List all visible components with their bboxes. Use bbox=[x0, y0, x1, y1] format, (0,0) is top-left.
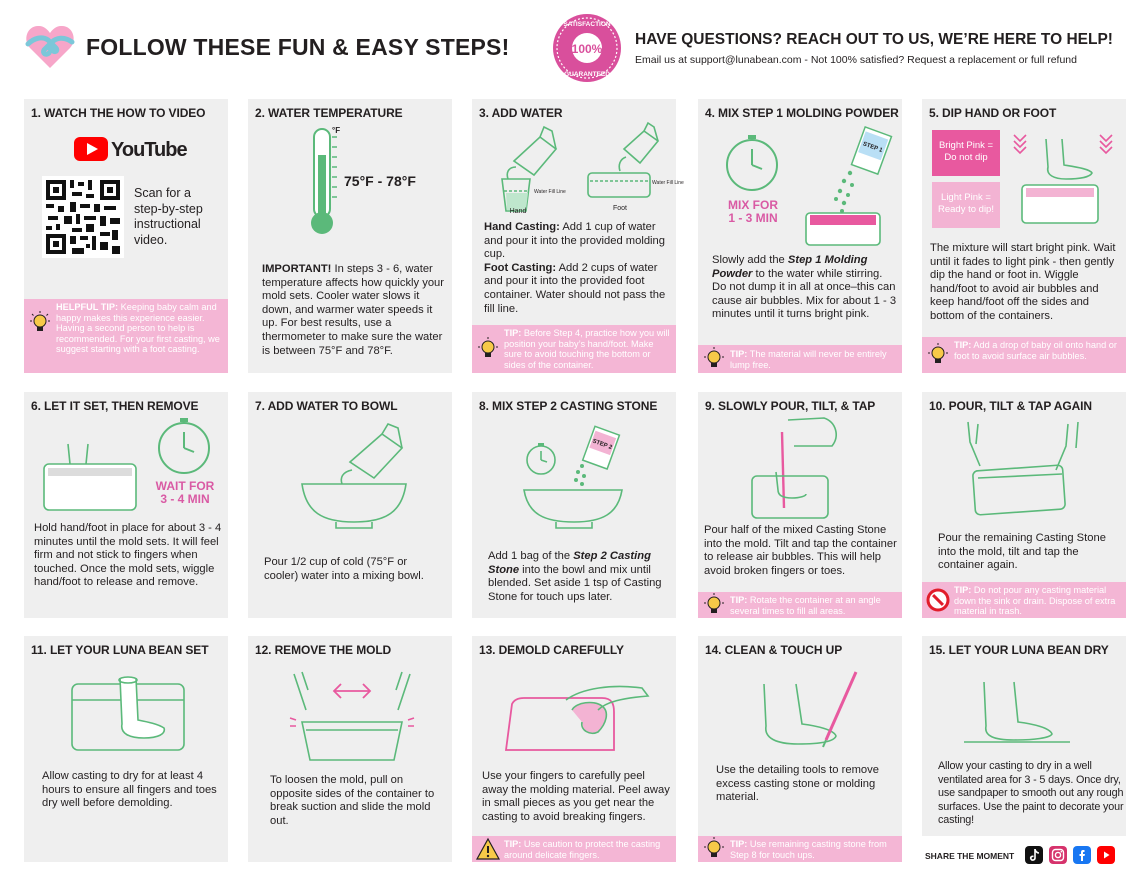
tip-label: TIP: bbox=[504, 839, 522, 849]
tip-text: Do not pour any casting material down the sink or drain. Dispose of extra material in trash. bbox=[954, 585, 1116, 616]
bag-label: STEP 2 bbox=[591, 438, 613, 452]
demold-illustration bbox=[502, 680, 652, 758]
step-tip bbox=[698, 592, 902, 618]
page-title: FOLLOW THESE FUN & EASY STEPS! bbox=[86, 34, 510, 60]
pour-tilt-tap-illustration bbox=[748, 416, 848, 522]
no-sign-icon bbox=[926, 588, 950, 612]
tip-text: Add a drop of baby oil onto hand or foot to avoid surface air bubbles. bbox=[954, 340, 1117, 361]
step-tip bbox=[24, 299, 228, 373]
fill-line-label: Water Fill Line bbox=[652, 180, 684, 186]
tip-label: TIP: bbox=[954, 340, 972, 350]
touch-up-illustration bbox=[754, 668, 864, 758]
text-body: Add 1 cup of water and pour it into the provided molding cup. bbox=[484, 221, 665, 261]
tiktok-icon[interactable] bbox=[1025, 846, 1043, 864]
page-header bbox=[0, 0, 1147, 95]
timer-icon bbox=[154, 416, 214, 476]
qr-caption: Scan for a step-by-step instructional video. bbox=[134, 186, 203, 247]
step-tip bbox=[472, 325, 676, 373]
instagram-icon[interactable] bbox=[1049, 846, 1067, 864]
heart-handshake-icon bbox=[24, 22, 76, 70]
thermometer-unit: °F bbox=[332, 126, 341, 135]
step-title: 7. ADD WATER TO BOWL bbox=[255, 399, 398, 413]
step-card-15 bbox=[922, 636, 1126, 836]
step-text bbox=[262, 263, 448, 358]
step-title: 5. DIP HAND OR FOOT bbox=[929, 106, 1057, 120]
tip-label: TIP: bbox=[730, 595, 748, 605]
step-title: 10. POUR, TILT & TAP AGAIN bbox=[929, 399, 1092, 413]
step-tip bbox=[698, 836, 902, 862]
casting-stone-illustration bbox=[522, 426, 632, 536]
timer-icon bbox=[722, 133, 782, 193]
facebook-icon[interactable] bbox=[1073, 846, 1091, 864]
bright-pink-swatch: Bright Pink = Do not dip bbox=[932, 130, 1000, 176]
text-strong: Hand Casting: bbox=[484, 221, 560, 233]
step-text: Pour 1/2 cup of cold (75°F or cooler) water into a mixing bowl. bbox=[264, 556, 424, 582]
step-tip bbox=[472, 836, 676, 862]
bag-label: STEP 1 bbox=[861, 141, 884, 155]
step-card-7 bbox=[248, 392, 452, 618]
step-title: 3. ADD WATER bbox=[479, 106, 563, 120]
step-card-3 bbox=[472, 99, 684, 373]
mix-time-label bbox=[716, 199, 790, 225]
lightbulb-icon bbox=[926, 343, 950, 367]
foot-label: Foot bbox=[612, 205, 628, 212]
dry-casting-illustration bbox=[962, 678, 1072, 748]
wait-line-2: 3 - 4 MIN bbox=[160, 492, 210, 506]
step-title: 12. REMOVE THE MOLD bbox=[255, 643, 392, 657]
step-text: Use the detailing tools to remove excess casting stone or molding material. bbox=[716, 764, 879, 804]
step-title: 11. LET YOUR LUNA BEAN SET bbox=[31, 643, 209, 657]
tilt-container-illustration bbox=[958, 420, 1088, 524]
youtube-logo-icon bbox=[74, 136, 187, 162]
tip-text: Before Step 4, practice how you will position your baby’s hand/foot. Make sure to avoid touching the bottom or sides of the container. bbox=[504, 328, 670, 370]
text-body: to the water while stirring. Do not dump it in all at once–this can cause air bubbles. Mix for about 1 - 3 minutes until it turns bright pink. bbox=[712, 267, 897, 321]
tip-label: TIP: bbox=[954, 585, 972, 595]
badge-top-text: SATISFACTION bbox=[563, 21, 611, 28]
step-title: 15. LET YOUR LUNA BEAN DRY bbox=[929, 643, 1109, 657]
youtube-icon[interactable] bbox=[1097, 846, 1115, 864]
step-text: Allow your casting to dry in a well ventilated area for 3 - 5 days. Once dry, use sandpaper to smooth out any rough surfaces. Use the paint to decorate your casting! bbox=[938, 760, 1124, 827]
text-strong: Foot Casting: bbox=[484, 261, 557, 274]
badge-bottom-text: GUARANTEED bbox=[564, 71, 610, 78]
step-tip bbox=[698, 345, 902, 373]
step-card-6 bbox=[24, 392, 228, 618]
share-the-moment bbox=[925, 846, 1125, 866]
step-title: 9. SLOWLY POUR, TILT, & TAP bbox=[705, 399, 876, 413]
qr-code-icon bbox=[42, 176, 124, 258]
tip-text: The material will never be entirely lump free. bbox=[730, 349, 887, 370]
step-card-12 bbox=[248, 636, 452, 862]
tip-label: TIP: bbox=[730, 349, 748, 359]
text-emphasis: Step 1 Molding Powder bbox=[712, 254, 868, 280]
molding-powder-illustration bbox=[802, 125, 898, 249]
badge-center-text: 100% bbox=[571, 42, 603, 56]
tip-text: Rotate the container at an angle several times to fill all areas. bbox=[730, 595, 881, 616]
satisfaction-guarantee-badge bbox=[551, 12, 623, 84]
step-text: Use your fingers to carefully peel away the molding material. Peel away in small pieces as you get near the casting to avoid breaking fingers. bbox=[482, 770, 670, 823]
step-title: 8. MIX STEP 2 CASTING STONE bbox=[479, 399, 658, 413]
step-text: To loosen the mold, pull on opposite sides of the container to break suction and slide the mold out. bbox=[270, 774, 435, 827]
step-card-13 bbox=[472, 636, 676, 862]
contact-title: HAVE QUESTIONS? REACH OUT TO US, WE’RE HERE TO HELP! bbox=[635, 31, 1113, 48]
tip-label: TIP: bbox=[730, 839, 748, 849]
text-strong: IMPORTANT! bbox=[262, 263, 332, 275]
step-card-14 bbox=[698, 636, 902, 862]
lightbulb-icon bbox=[702, 347, 726, 371]
step-text: Allow casting to dry for at least 4 hours to ensure all fingers and toes dry well before demolding. bbox=[42, 770, 217, 810]
step-title: 13. DEMOLD CAREFULLY bbox=[479, 643, 624, 657]
wait-time-label bbox=[148, 480, 222, 506]
text-emphasis: Step 2 Casting Stone bbox=[488, 550, 651, 576]
step-title: 1. WATCH THE HOW TO VIDEO bbox=[31, 106, 206, 120]
text-body: Add 2 cups of water and pour it into the provided foot container. Water should not pass the fill line. bbox=[484, 261, 666, 315]
mix-line-2: 1 - 3 MIN bbox=[728, 211, 778, 225]
text-body: In steps 3 - 6, water temperature affects how quickly your mold sets. Cooler water slows it down, and warmer water speeds it up. For best results, use a thermometer to make sure the water is between 75°F and 78°F. bbox=[262, 263, 444, 357]
tip-text: Use remaining casting stone from Step 8 for touch ups. bbox=[730, 839, 887, 860]
lightbulb-icon bbox=[702, 837, 726, 861]
mix-line-1: MIX FOR bbox=[728, 198, 778, 212]
hand-label: Hand bbox=[509, 208, 527, 215]
tip-text: Use caution to protect the casting around delicate fingers. bbox=[504, 839, 661, 860]
text-body: Slowly add the bbox=[712, 254, 788, 266]
dip-foot-illustration bbox=[1006, 129, 1124, 227]
thermometer-icon bbox=[308, 125, 348, 237]
fill-line-label: Water Fill Line bbox=[534, 189, 566, 195]
water-to-bowl-illustration bbox=[298, 422, 428, 532]
lightbulb-icon bbox=[28, 311, 52, 335]
wait-line-1: WAIT FOR bbox=[155, 479, 215, 493]
step-title: 4. MIX STEP 1 MOLDING POWDER bbox=[705, 106, 899, 120]
step-card-11 bbox=[24, 636, 228, 862]
tip-label: HELPFUL TIP: bbox=[56, 302, 119, 312]
step-text: Pour half of the mixed Casting Stone into the mold. Tilt and tap the container to release air bubbles. This will help avoid broken fingers or toes. bbox=[704, 524, 897, 577]
step-card-4 bbox=[698, 99, 902, 373]
step-text: The mixture will start bright pink. Wait until it fades to light pink - then gently dip the hand or foot in. Wiggle hand/foot to avoid air bubbles and keep hand/foot off the sides and bottom of the containers. bbox=[930, 242, 1116, 322]
lightbulb-icon bbox=[702, 593, 726, 617]
step-title: 2. WATER TEMPERATURE bbox=[255, 106, 403, 120]
text-body: Add 1 bag of the bbox=[488, 550, 574, 562]
mold-set-illustration bbox=[40, 442, 140, 514]
step-title: 14. CLEAN & TOUCH UP bbox=[705, 643, 843, 657]
step-tip bbox=[922, 582, 1126, 618]
light-pink-swatch: Light Pink = Ready to dip! bbox=[932, 182, 1000, 228]
step-card-1 bbox=[24, 99, 228, 373]
step-text bbox=[488, 550, 668, 604]
pour-water-illustration bbox=[494, 119, 684, 217]
step-card-9 bbox=[698, 392, 902, 618]
step-tip bbox=[922, 337, 1126, 373]
temperature-range: 75°F - 78°F bbox=[344, 173, 416, 189]
step-text bbox=[484, 221, 674, 316]
step-text bbox=[712, 254, 898, 322]
tip-label: TIP: bbox=[504, 328, 522, 338]
step-text: Hold hand/foot in place for about 3 - 4 minutes until the mold sets. It will feel firm and not stick to fingers when touched. Once the mold sets, wiggle hand/foot to release and remove. bbox=[34, 522, 222, 589]
step-title: 6. LET IT SET, THEN REMOVE bbox=[31, 399, 199, 413]
step-card-5 bbox=[922, 99, 1126, 373]
remove-mold-illustration bbox=[288, 670, 416, 766]
step-text: Pour the remaining Casting Stone into the mold, tilt and tap the container again. bbox=[938, 532, 1106, 572]
tip-text: Keeping baby calm and happy makes this experience easier. Having a second person to help is recommended. For your first casting, we suggest starting with a foot casting. bbox=[56, 302, 220, 354]
warning-icon bbox=[476, 837, 500, 861]
step-card-10 bbox=[922, 392, 1126, 618]
text-body: into the bowl and mix until blended. Set aside 1 tsp of Casting Stone for touch ups later. bbox=[488, 563, 662, 603]
lightbulb-icon bbox=[476, 337, 500, 361]
step-card-2 bbox=[248, 99, 452, 373]
casting-in-container-illustration bbox=[68, 676, 188, 756]
youtube-wordmark: YouTube bbox=[111, 139, 187, 161]
share-label: SHARE THE MOMENT bbox=[925, 851, 1015, 861]
step-card-8 bbox=[472, 392, 676, 618]
contact-subtitle: Email us at support@lunabean.com - Not 100% satisfied? Request a replacement or full refund bbox=[635, 54, 1077, 66]
